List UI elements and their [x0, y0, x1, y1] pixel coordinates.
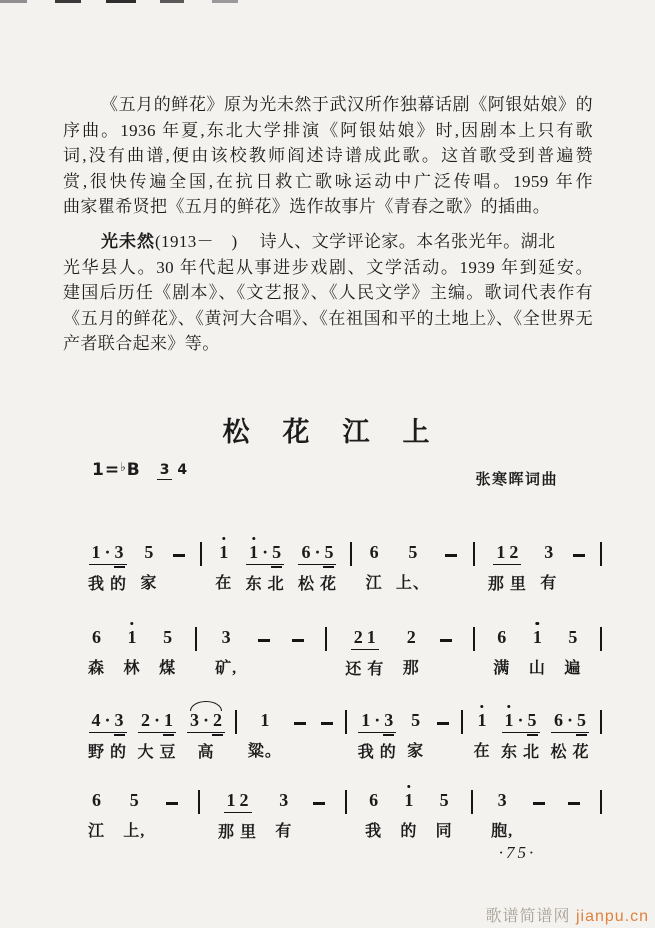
flat-sign: ♭ — [120, 460, 127, 474]
note-group — [367, 543, 382, 564]
lyric: 我 — [365, 823, 383, 840]
note-digit: 5 — [272, 542, 282, 562]
note-cell — [319, 704, 335, 756]
note-cell — [88, 621, 105, 678]
note-digit: 1 — [531, 628, 544, 647]
note-digit: 1 — [163, 710, 173, 730]
notes-row — [405, 536, 420, 564]
note-group — [475, 711, 490, 732]
note-cell — [215, 536, 232, 593]
time-denominator: 4 — [177, 462, 188, 478]
note-group — [298, 543, 336, 565]
notes-row — [531, 784, 547, 812]
note-cell — [171, 536, 187, 588]
note-group — [565, 628, 580, 649]
lyric: 上, — [123, 823, 146, 840]
notes-row — [367, 536, 382, 564]
notes-row — [276, 784, 291, 812]
note-digit: 3 — [114, 710, 124, 730]
note-cell — [531, 784, 547, 836]
barline — [600, 710, 602, 734]
dot-after-note: · — [262, 542, 269, 562]
note-cell — [501, 704, 540, 762]
music-line-3 — [88, 704, 602, 762]
note-digit: 2 — [509, 542, 519, 562]
barline — [198, 790, 200, 814]
note-digit: 1 — [91, 542, 101, 562]
intro-paragraph — [63, 92, 593, 220]
notes-row — [187, 704, 225, 733]
lyric: 家 — [140, 575, 158, 592]
note-cell — [491, 784, 513, 841]
lyric: 胞, — [491, 823, 514, 840]
note-cell — [275, 784, 292, 841]
duration-dash — [294, 722, 306, 725]
dot-after-note: · — [517, 710, 524, 730]
note-group — [89, 543, 127, 565]
notes-row — [438, 621, 454, 649]
barline — [461, 710, 463, 734]
duration-dash — [445, 554, 457, 557]
watermark-site-url: jianpu.cn — [575, 908, 649, 925]
notes-row — [89, 621, 104, 649]
note-digit: 5 — [144, 542, 154, 562]
intro-line: 赏,很快传遍全国,在抗日救亡歌咏运动中广泛传唱。1959 年作 — [63, 171, 593, 191]
duration-dash — [292, 639, 304, 642]
notes-row — [127, 784, 142, 812]
intro-line: 词,没有曲谱,便由该校教师阎述诗谱成此歌。这首歌受到普遍赞 — [63, 146, 593, 165]
notes-row — [494, 621, 509, 649]
note-digit: 3 — [114, 542, 124, 562]
lyric: 满 — [493, 660, 511, 677]
note-cell — [218, 784, 257, 842]
scan-artifact — [212, 0, 238, 3]
note-cell — [365, 784, 382, 841]
note-cell — [256, 621, 272, 673]
note-digit: 2 — [140, 710, 150, 730]
note-cell — [358, 704, 397, 762]
note-cell — [488, 536, 527, 594]
notes-row — [138, 704, 176, 733]
lyric: 同 — [435, 823, 453, 840]
lyric: 有 — [540, 575, 558, 592]
note-cell — [298, 536, 337, 594]
note-group — [493, 543, 521, 565]
notes-row — [256, 621, 272, 649]
notes-row — [224, 784, 252, 813]
notes-row — [298, 536, 336, 565]
note-cell — [564, 621, 581, 678]
lyric: 那 — [402, 660, 420, 677]
note-cell — [366, 536, 383, 593]
note-group — [125, 628, 140, 649]
duration-dash — [258, 639, 270, 642]
note-cell — [396, 536, 430, 593]
lyric: 家 — [407, 743, 425, 760]
note-cell — [187, 704, 225, 762]
note-cell — [124, 621, 141, 678]
note-digit: 3 — [279, 790, 289, 810]
note-digit: 3 — [221, 627, 231, 647]
note-cell — [215, 621, 237, 678]
note-digit: 1 — [126, 628, 139, 647]
notes-row — [566, 784, 582, 812]
note-group — [219, 628, 234, 649]
note-digit: 2 — [212, 710, 222, 730]
key-letter: B — [126, 460, 141, 480]
note-digit: 5 — [324, 542, 334, 562]
barline — [200, 542, 202, 566]
note-cell — [164, 784, 180, 836]
bio-name-bold: 光未然 — [101, 232, 155, 251]
notes-row — [290, 621, 306, 649]
note-group — [358, 711, 396, 733]
lyric: 在 — [215, 575, 233, 592]
notes-row — [351, 621, 379, 650]
duration-dash — [321, 722, 333, 725]
notes-row — [437, 784, 452, 812]
octave-dot — [130, 622, 133, 625]
note-cell — [474, 704, 491, 761]
watermark — [485, 903, 649, 926]
note-cell — [140, 536, 157, 593]
note-digit: 1 — [247, 543, 260, 562]
barline — [600, 542, 602, 566]
note-cell — [88, 784, 105, 841]
scan-artifact — [160, 0, 184, 3]
notes-row — [530, 621, 545, 649]
note-cell — [159, 621, 176, 678]
note-group — [401, 791, 416, 812]
notes-row — [502, 704, 540, 733]
key-signature — [92, 460, 141, 480]
notes-row — [571, 536, 587, 564]
note-group — [530, 628, 545, 649]
notes-row — [216, 536, 231, 564]
note-digit: 6 — [497, 627, 507, 647]
lyric: 山 — [528, 660, 546, 677]
lyric: 大 豆 — [137, 744, 177, 761]
note-digit: 6 — [553, 710, 563, 730]
notes-row — [89, 704, 127, 733]
note-cell — [88, 704, 127, 762]
note-group — [404, 628, 419, 649]
note-digit: 3 — [384, 710, 394, 730]
lyric: 江 — [88, 823, 106, 840]
note-digit: 5 — [163, 627, 173, 647]
notes-row — [541, 536, 556, 564]
note-cell — [123, 784, 145, 841]
lyric: 我 的 — [88, 576, 128, 593]
scan-artifact — [106, 0, 136, 3]
note-digit: 6 — [369, 542, 379, 562]
note-digit: 5 — [408, 542, 418, 562]
music-line-1 — [88, 536, 602, 594]
lyric: 粱。 — [247, 743, 282, 760]
octave-dot — [252, 537, 255, 540]
note-group — [89, 628, 104, 649]
notes-row — [219, 621, 234, 649]
barline — [350, 542, 352, 566]
note-digit: 1 — [361, 710, 371, 730]
dot-after-note: · — [566, 710, 573, 730]
note-group — [351, 628, 379, 650]
note-digit: 3 — [497, 790, 507, 810]
dot-after-note: · — [104, 542, 111, 562]
note-group — [405, 543, 420, 564]
notes-row — [404, 621, 419, 649]
page-number: ·75· — [498, 843, 537, 862]
slur-arc — [190, 701, 222, 711]
barline — [471, 790, 473, 814]
time-numerator: 3 — [157, 462, 173, 480]
duration-dash — [533, 802, 545, 805]
note-cell — [566, 784, 582, 836]
barline — [195, 627, 197, 651]
duration-dash — [573, 554, 585, 557]
duration-dash — [568, 802, 580, 805]
notes-row — [171, 536, 187, 564]
note-cell — [248, 704, 282, 761]
lyric: 的 — [400, 823, 418, 840]
note-group — [276, 791, 291, 812]
lyric: 东 北 — [245, 576, 285, 593]
duration-dash — [437, 722, 449, 725]
note-digit: 3 — [189, 710, 199, 730]
notes-row — [358, 704, 396, 733]
dot-after-note: · — [153, 710, 160, 730]
notes-row — [551, 704, 589, 733]
intro-line: 《五月的鲜花》原为光未然于武汉所作独幕话剧《阿银姑娘》的 — [101, 95, 593, 114]
note-cell — [137, 704, 176, 762]
notes-row — [319, 704, 335, 732]
bio-line: 建国后历任《剧本》、《文艺报》、《人民文学》主编。歌词代表作有 — [63, 283, 593, 302]
note-digit: 5 — [129, 790, 139, 810]
note-cell — [290, 621, 306, 673]
notes-row — [495, 784, 510, 812]
note-cell — [550, 704, 589, 762]
dot-after-note: · — [202, 710, 209, 730]
note-digit: 5 — [568, 627, 578, 647]
notes-row — [160, 621, 175, 649]
time-signature — [157, 463, 187, 477]
notes-row — [292, 704, 308, 732]
lyric: 松 花 — [297, 576, 337, 593]
note-group — [502, 711, 540, 733]
watermark-site-name: 歌谱简谱网 — [485, 908, 571, 925]
key-time-row — [92, 460, 187, 480]
scan-artifact — [55, 0, 81, 3]
dot-after-note: · — [314, 542, 321, 562]
lyric: 那 里 — [218, 824, 258, 841]
note-group — [89, 791, 104, 812]
duration-dash — [440, 639, 452, 642]
song-title: 松 花 江 上 — [222, 417, 433, 447]
note-digit: 1 — [496, 542, 506, 562]
notes-row — [401, 784, 416, 812]
note-group — [224, 791, 252, 813]
barline — [235, 710, 237, 734]
barline — [473, 542, 475, 566]
note-cell — [292, 704, 308, 756]
bio-paragraph — [63, 229, 593, 357]
note-group — [257, 711, 272, 732]
barline — [600, 627, 602, 651]
notes-row — [475, 704, 490, 732]
note-group — [541, 543, 556, 564]
lyric: 还 有 — [345, 661, 385, 678]
note-cell — [529, 621, 546, 678]
note-group — [138, 711, 176, 733]
note-digit: 2 — [239, 790, 249, 810]
note-cell — [246, 536, 285, 594]
bio-line: 产者联合起来》等。 — [63, 334, 220, 353]
octave-dot — [536, 622, 539, 625]
lyric: 松 花 — [550, 744, 590, 761]
note-digit: 5 — [576, 710, 586, 730]
key-prefix: 1= — [92, 460, 121, 480]
lyric: 东 北 — [501, 744, 541, 761]
note-digit: 1 — [260, 710, 270, 730]
dot-after-note: · — [374, 710, 381, 730]
barline — [345, 790, 347, 814]
note-digit: 6 — [301, 542, 311, 562]
notes-row — [125, 621, 140, 649]
note-digit: 5 — [527, 710, 537, 730]
lyric: 高 — [197, 744, 215, 761]
octave-dot — [507, 705, 510, 708]
note-digit: 2 — [406, 627, 416, 647]
notes-row — [443, 536, 459, 564]
note-cell — [443, 536, 459, 588]
note-group — [127, 791, 142, 812]
intro-line: 曲家瞿希贤把《五月的鲜花》选作故事片《青春之歌》的插曲。 — [63, 197, 551, 216]
lyric: 野 的 — [88, 744, 128, 761]
scan-artifact — [0, 0, 27, 3]
notes-row — [408, 704, 423, 732]
note-digit: 5 — [439, 790, 449, 810]
note-cell — [540, 536, 557, 593]
notes-row — [89, 536, 127, 565]
duration-dash — [166, 802, 178, 805]
note-digit: 1 — [217, 543, 230, 562]
note-digit: 1 — [503, 711, 516, 730]
note-digit: 4 — [91, 710, 101, 730]
barline — [600, 790, 602, 814]
lyric: 在 — [473, 743, 491, 760]
note-digit: 6 — [92, 790, 101, 810]
note-cell — [407, 704, 424, 761]
notes-row — [257, 704, 272, 732]
note-digit: 1 — [366, 627, 376, 647]
octave-dot — [222, 537, 225, 540]
notes-row — [141, 536, 156, 564]
note-cell — [88, 536, 127, 594]
duration-dash — [313, 802, 325, 805]
music-line-4 — [88, 784, 602, 842]
lyric: 那 里 — [487, 576, 527, 593]
notes-row — [435, 704, 451, 732]
note-group — [141, 543, 156, 564]
note-cell — [571, 536, 587, 588]
lyric: 上、 — [395, 575, 430, 592]
note-digit: 6 — [369, 790, 379, 810]
notes-row — [493, 536, 521, 565]
note-group — [551, 711, 589, 733]
note-cell — [435, 704, 451, 756]
lyric: 江 — [365, 575, 383, 592]
composer-credit: 张寒晖词曲 — [475, 472, 558, 488]
note-digit: 1 — [476, 711, 489, 730]
note-group — [437, 791, 452, 812]
note-cell — [311, 784, 327, 836]
barline — [325, 627, 327, 651]
music-line-2 — [88, 621, 602, 679]
note-cell — [438, 621, 454, 673]
note-cell — [345, 621, 384, 679]
lyric: 有 — [275, 823, 293, 840]
notes-row — [366, 784, 381, 812]
barline — [345, 710, 347, 734]
bio-line: 光华县人。30 年代起从事进步戏剧、文学活动。1939 年到延安。 — [63, 257, 593, 277]
note-cell — [400, 784, 417, 841]
lyric: 林 — [123, 660, 141, 677]
lyric: 森 — [88, 660, 106, 677]
note-digit: 5 — [411, 710, 421, 730]
notes-row — [164, 784, 180, 812]
note-group — [494, 628, 509, 649]
octave-dot — [407, 785, 410, 788]
note-digit: 3 — [544, 542, 554, 562]
note-group — [246, 543, 284, 565]
note-digit: 2 — [353, 627, 363, 647]
notes-row — [89, 784, 104, 812]
note-cell — [403, 621, 420, 678]
note-group — [408, 711, 423, 732]
note-group — [216, 543, 231, 564]
note-group — [495, 791, 510, 812]
notes-row — [311, 784, 327, 812]
note-group — [187, 711, 225, 733]
note-group — [160, 628, 175, 649]
notes-row — [565, 621, 580, 649]
octave-dot — [480, 705, 483, 708]
duration-dash — [173, 554, 185, 557]
lyric: 煤 — [159, 660, 177, 677]
note-group — [366, 791, 381, 812]
bio-line: 光未然(1913－ ) 诗人、文学评论家。本名张光年。湖北 — [101, 232, 556, 251]
note-cell — [493, 621, 510, 678]
note-group — [89, 711, 127, 733]
bio-line: 《五月的鲜花》、《黄河大合唱》、《在祖国和平的土地上》、《全世界无 — [63, 308, 593, 328]
barline — [473, 627, 475, 651]
note-digit: 1 — [402, 791, 415, 810]
notes-row — [246, 536, 284, 565]
intro-line: 序曲。1936 年夏,东北大学排演《阿银姑娘》时,因剧本上只有歌 — [63, 120, 593, 140]
lyric: 遍 — [564, 660, 582, 677]
dot-after-note: · — [104, 710, 111, 730]
note-digit: 6 — [92, 627, 101, 647]
note-cell — [436, 784, 453, 841]
note-digit: 1 — [226, 790, 236, 810]
lyric: 我 的 — [357, 744, 397, 761]
lyric: 矿, — [215, 660, 238, 677]
